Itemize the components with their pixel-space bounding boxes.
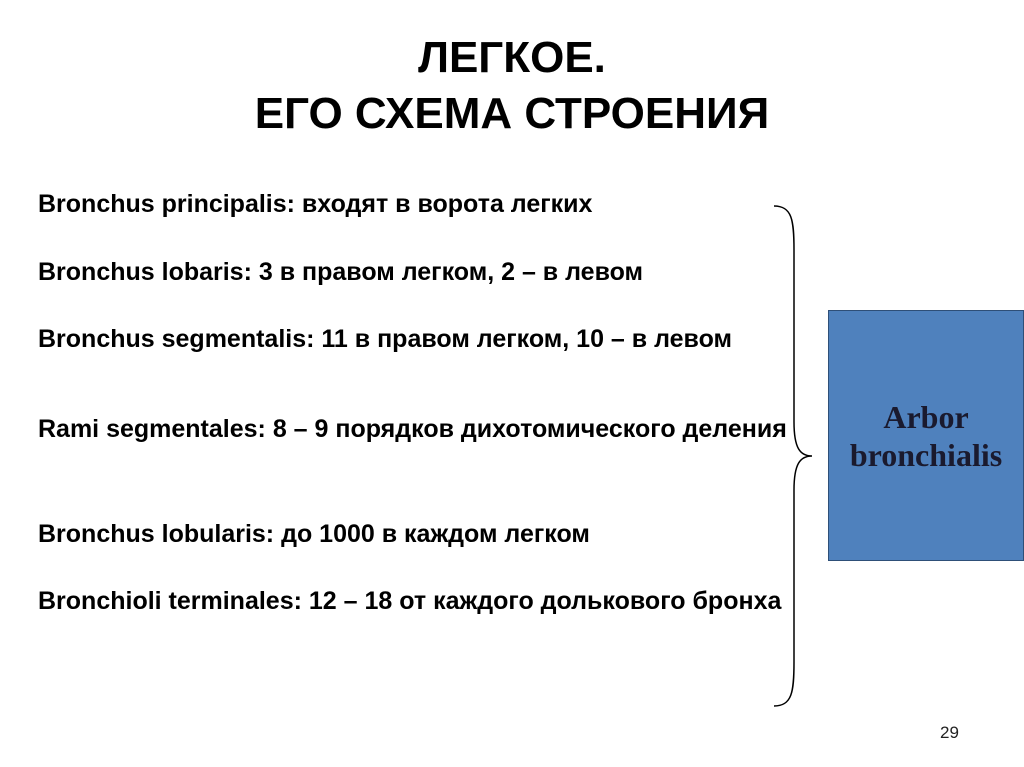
list-item: Bronchioli terminales: 12 – 18 от каждого долькового бронха [38,587,782,615]
slide-title-line-1: ЛЕГКОЕ. [418,33,606,82]
list-item: Bronchus principalis: входят в ворота легких [38,190,593,218]
list-item: Bronchus lobularis: до 1000 в каждом легком [38,520,590,548]
page-number: 29 [940,723,959,742]
list-item: Bronchus lobaris: 3 в правом легком, 2 – в левом [38,258,644,286]
arbor-label-line-1: Arbor [883,398,969,435]
slide-title-line-2: ЕГО СХЕМА СТРОЕНИЯ [254,89,770,138]
list-item: Bronchus segmentalis: 11 в правом легком, 10 – в левом [38,325,733,353]
curly-brace-icon [770,200,815,712]
arbor-label-line-2: bronchialis [849,436,1003,473]
slide-title [0,30,1024,142]
arbor-bronchialis-label [850,398,1002,474]
arbor-bronchialis-box [828,310,1024,561]
list-item: Rami segmentales: 8 – 9 порядков дихотомического деления [38,415,787,443]
